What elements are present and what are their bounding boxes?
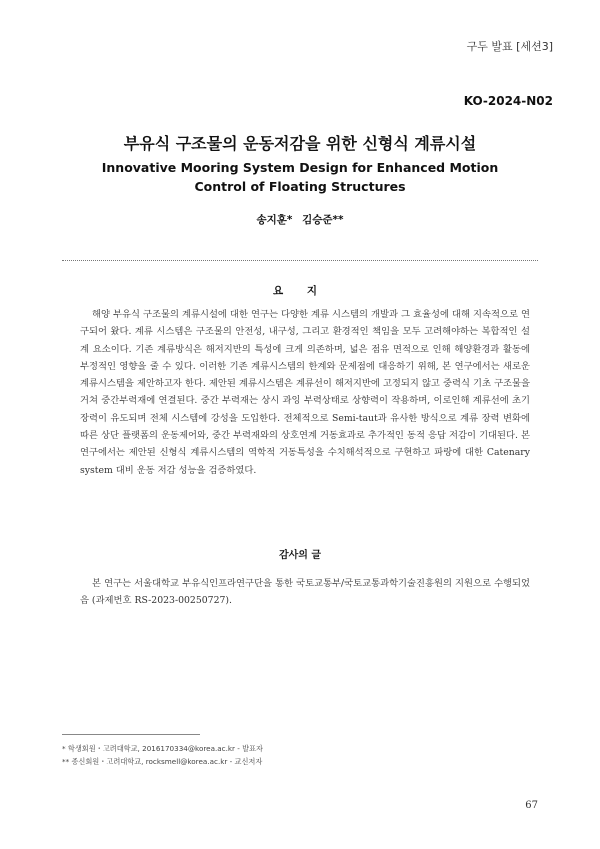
paper-title-korean: 부유식 구조물의 운동저감을 위한 신형식 계류시설 (123, 134, 477, 153)
footnote-divider (62, 734, 200, 735)
page-number: 67 (525, 800, 538, 811)
footnotes (62, 742, 542, 768)
abstract-text: 해양 부유식 구조물의 계류시설에 대한 연구는 다양한 계류 시스템의 개발과 그 효율성에 대해 지속적으로 연구되어 왔다. 계류 시스템은 구조물의 안전성, 내구성, 그리고 환경적인 책임을 모두 고려해야하는 복합적인 설계 요소이다. 기존 계류방식은 해저지반의 특성에 크게 의존하며, 넓은 점유 면적으로 인해 해양환경과 활동에 부정적인 영향을 줄 수 있다. 이러한 기존 계류시스템의 한계와 문제점에 대응하기 위해, 본 연구에서는 새로운 계류시스템을 제안하고자 한다. 제안된 계류시스템은 계류선이 해저지반에 고정되지 않고 중력식 기초 구조물을 거쳐 중간부력재에 연결된다. 중간 부력재는 상시 과잉 부력상태로 상향력이 작용하며, 이로인해 계류선에 초기장력이 유도되며 전체 시스템에 강성을 도입한다. 전체적으로 Semi-taut과 유사한 방식으로 계류 장력 변화에 따른 상단 플랫폼의 운동제어와, 중간 부력재와의 상호연계 거동효과로 추가적인 동적 응답 저감이 기대된다. 본 연구에서는 제안된 신형식 계류시스템의 역학적 거동특성을 수치해석적으로 구현하고 파랑에 대한 Catenary system 대비 운동 저감 성능을 검증하였다. (80, 309, 530, 476)
section-label: 구두 발표 [세션3] (466, 40, 553, 53)
paper-title-english: Innovative Mooring System Design for Enhanced Motion Control of Floating Structures (101, 160, 499, 194)
acknowledgment-heading: 감사의 글 (278, 550, 322, 561)
acknowledgment-text: 본 연구는 서울대학교 부유식인프라연구단을 통한 국토교통부/국토교통과학기술진흥원의 지원으로 수행되었음 (과제번호 RS-2023-00250727). (80, 578, 530, 607)
footnote-presenter: * 학생회원・고려대학교, 2016170334@korea.ac.kr - 발표자 (62, 744, 264, 753)
section-divider (62, 260, 538, 261)
paper-id: KO-2024-N02 (463, 94, 553, 108)
abstract-heading: 요 지 (273, 285, 327, 297)
footnote-corresponding-author: ** 종신회원・고려대학교, rocksmell@korea.ac.kr - 교신저자 (62, 757, 263, 766)
author-list: 송지훈* 김승준** (256, 214, 344, 226)
